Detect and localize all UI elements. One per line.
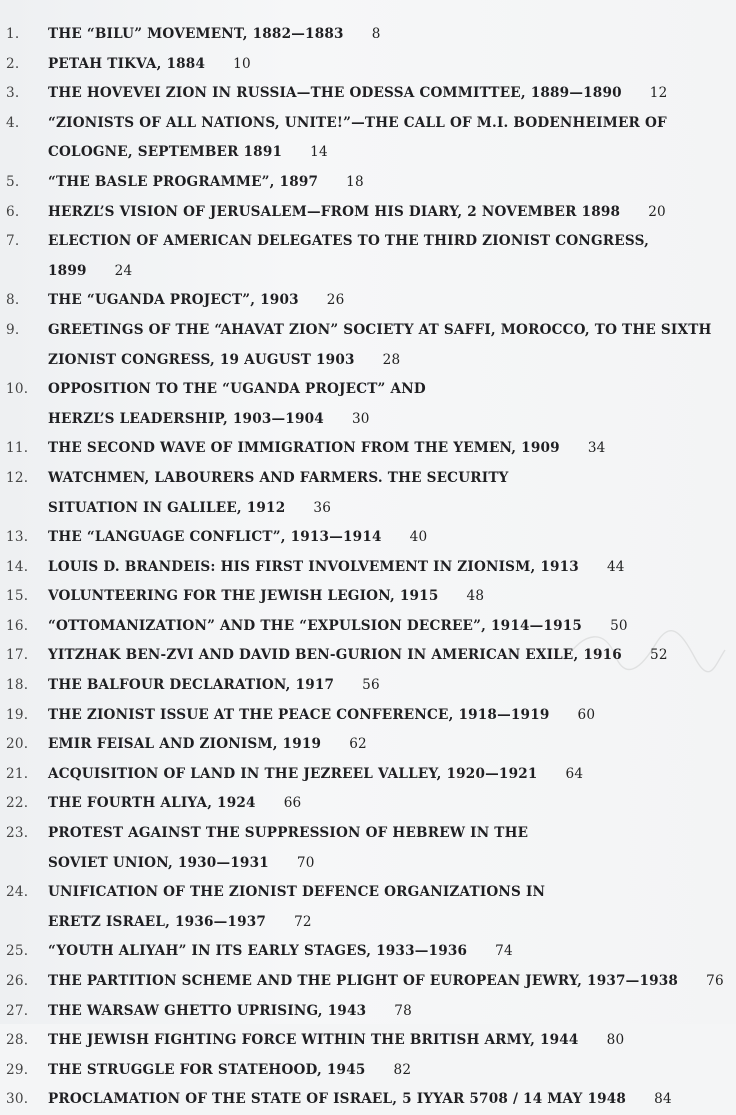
- entry-page-number: 56: [362, 677, 380, 694]
- entry-number: 24.: [6, 884, 29, 901]
- toc-entry: [0, 641, 736, 671]
- toc-entry: [0, 198, 736, 228]
- entry-page-number: 66: [283, 795, 302, 812]
- entry-title: HERZL’S VISION OF JERUSALEM—FROM HIS DIARY, 2 NOVEMBER 1898: [48, 203, 621, 220]
- entry-number: 8.: [6, 292, 20, 309]
- entry-title: “OTTOMANIZATION” AND THE “EXPULSION DECREE”, 1914—1915: [48, 617, 583, 634]
- entry-title-line: [48, 612, 716, 642]
- entry-title: EMIR FEISAL AND ZIONISM, 1919: [48, 736, 322, 753]
- entry-title-line: [48, 730, 716, 760]
- toc-entry: [0, 227, 736, 286]
- entry-number: 14.: [6, 558, 29, 575]
- entry-title: OPPOSITION TO THE “UGANDA PROJECT” AND HERZL’S LEADERSHIP, 1903—1904: [48, 381, 426, 427]
- entry-number: 25.: [6, 943, 29, 960]
- entry-number: 26.: [6, 973, 29, 989]
- entry-title: WATCHMEN, LABOURERS AND FARMERS. THE SECURITY SITUATION IN GALILEE, 1912: [48, 469, 509, 516]
- entry-number: 23.: [6, 825, 29, 842]
- entry-title: ACQUISITION OF LAND IN THE JEZREEL VALLEY, 1920—1921: [48, 765, 538, 782]
- entry-number: 28.: [6, 1032, 29, 1049]
- entry-number: 30.: [6, 1091, 29, 1108]
- entry-number: 12.: [6, 469, 29, 486]
- toc-entry: [0, 612, 736, 642]
- entry-title-line: [48, 1056, 716, 1086]
- entry-title-line: [48, 878, 546, 937]
- entry-page-number: 78: [394, 1002, 412, 1019]
- entry-page-number: 36: [313, 499, 332, 516]
- entry-page-number: 74: [495, 943, 513, 960]
- entry-title-line: [48, 50, 716, 80]
- toc-entry: [0, 20, 736, 50]
- toc-entry: [0, 375, 736, 434]
- table-of-contents: [0, 20, 736, 1115]
- entry-title-line: [48, 375, 486, 434]
- entry-page-number: 12: [649, 85, 668, 102]
- entry-title: THE “BILU” MOVEMENT, 1882—1883: [48, 26, 344, 42]
- entry-title: THE FOURTH ALIYA, 1924: [48, 795, 256, 812]
- entry-number: 11.: [6, 440, 29, 457]
- entry-title-line: [48, 286, 716, 316]
- entry-title-line: [48, 967, 732, 997]
- entry-page-number: 24: [114, 262, 133, 279]
- entry-title: YITZHAK BEN-ZVI AND DAVID BEN-GURION IN AMERICAN EXILE, 1916: [48, 647, 622, 664]
- entry-page-number: 80: [606, 1032, 625, 1049]
- toc-entry: [0, 878, 736, 937]
- toc-entry: [0, 582, 736, 612]
- entry-title: “ZIONISTS OF ALL NATIONS, UNITE!”—THE CALL OF M.I. BODENHEIMER OF COLOGNE, SEPTEMBER 1891: [48, 114, 667, 161]
- entry-number: 1.: [6, 26, 20, 42]
- toc-entry: [0, 553, 736, 583]
- toc-entry: [0, 1085, 736, 1115]
- entry-number: 19.: [6, 706, 29, 723]
- toc-entry: [0, 701, 736, 731]
- entry-page-number: 84: [654, 1091, 672, 1108]
- entry-title: THE JEWISH FIGHTING FORCE WITHIN THE BRITISH ARMY, 1944: [48, 1032, 579, 1049]
- entry-title: “THE BASLE PROGRAMME”, 1897: [48, 173, 319, 190]
- entry-page-number: 62: [349, 736, 367, 753]
- toc-entry: [0, 789, 736, 819]
- entry-page-number: 50: [610, 617, 628, 634]
- entry-number: 17.: [6, 647, 29, 664]
- entry-title: PETAH TIKVA, 1884: [48, 55, 206, 72]
- entry-title-line: [48, 997, 716, 1027]
- entry-page-number: 48: [466, 588, 485, 605]
- toc-entry: [0, 464, 736, 523]
- toc-entry: [0, 760, 736, 790]
- entry-title: PROTEST AGAINST THE SUPPRESSION OF HEBREW IN THE SOVIET UNION, 1930—1931: [48, 825, 529, 871]
- entry-number: 15.: [6, 588, 29, 605]
- entry-number: 20.: [6, 736, 29, 753]
- entry-number: 2.: [6, 55, 20, 72]
- entry-title: GREETINGS OF THE “AHAVAT ZION” SOCIETY AT SAFFI, MOROCCO, TO THE SIXTH ZIONIST CONGRESS, 19 AUGUST 1903: [48, 321, 712, 368]
- entry-page-number: 44: [606, 558, 625, 575]
- entry-number: 18.: [6, 677, 29, 694]
- entry-number: 3.: [6, 85, 20, 102]
- toc-entry: [0, 997, 736, 1027]
- entry-number: 10.: [6, 381, 29, 398]
- entry-title-line: [48, 1026, 716, 1056]
- entry-number: 6.: [6, 203, 20, 220]
- entry-title-line: [48, 701, 716, 731]
- toc-entry: [0, 730, 736, 760]
- toc-entry: [0, 109, 736, 168]
- entry-title: THE WARSAW GHETTO UPRISING, 1943: [48, 1002, 367, 1019]
- entry-page-number: 28: [382, 351, 401, 368]
- entry-number: 5.: [6, 173, 20, 190]
- entry-number: 7.: [6, 233, 20, 250]
- toc-entry: [0, 523, 736, 553]
- entry-title: PROCLAMATION OF THE STATE OF ISRAEL, 5 IYYAR 5708 / 14 MAY 1948: [48, 1091, 627, 1108]
- entry-title-line: [48, 434, 716, 464]
- entry-page-number: 10: [233, 55, 251, 72]
- entry-title: LOUIS D. BRANDEIS: HIS FIRST INVOLVEMENT IN ZIONISM, 1913: [48, 558, 579, 575]
- toc-entry: [0, 1056, 736, 1086]
- toc-entry: [0, 79, 736, 109]
- entry-page-number: 26: [326, 292, 345, 309]
- entry-number: 22.: [6, 795, 29, 812]
- entry-number: 4.: [6, 114, 20, 131]
- entry-title-line: [48, 523, 716, 553]
- entry-title-line: [48, 819, 531, 878]
- entry-title: THE BALFOUR DECLARATION, 1917: [48, 677, 335, 694]
- entry-title-line: [48, 168, 716, 198]
- entry-page-number: 70: [296, 854, 315, 871]
- entry-title-line: [48, 198, 716, 228]
- entry-title-line: [48, 582, 716, 612]
- entry-page-number: 30: [351, 410, 370, 427]
- entry-page-number: 82: [393, 1061, 412, 1078]
- entry-page-number: 60: [577, 706, 596, 723]
- entry-title: THE “LANGUAGE CONFLICT”, 1913—1914: [48, 529, 382, 546]
- entry-page-number: 40: [409, 529, 428, 546]
- toc-entry: [0, 1026, 736, 1056]
- entry-title-line: [48, 789, 716, 819]
- entry-page-number: 64: [565, 765, 584, 782]
- entry-number: 16.: [6, 617, 29, 634]
- entry-number: 9.: [6, 321, 20, 338]
- entry-title-line: [48, 760, 716, 790]
- entry-title: THE STRUGGLE FOR STATEHOOD, 1945: [48, 1061, 366, 1078]
- entry-page-number: 20: [648, 203, 666, 220]
- entry-number: 21.: [6, 765, 29, 782]
- entry-number: 27.: [6, 1002, 29, 1019]
- entry-number: 29.: [6, 1061, 29, 1078]
- entry-page-number: 18: [346, 173, 364, 190]
- entry-page-number: 8: [371, 26, 381, 42]
- entry-page-number: 72: [294, 913, 312, 930]
- entry-page-number: 76: [706, 973, 724, 989]
- toc-entry: [0, 50, 736, 80]
- entry-title-line: [48, 641, 716, 671]
- entry-title: ELECTION OF AMERICAN DELEGATES TO THE THIRD ZIONIST CONGRESS, 1899: [48, 233, 650, 279]
- entry-title-line: [48, 20, 716, 50]
- toc-entry: [0, 967, 736, 997]
- entry-page-number: 14: [310, 144, 328, 161]
- toc-entry: [0, 671, 736, 701]
- entry-title: THE HOVEVEI ZION IN RUSSIA—THE ODESSA COMMITTEE, 1889—1890: [48, 85, 622, 102]
- entry-title-line: [48, 79, 716, 109]
- entry-page-number: 52: [649, 647, 668, 664]
- entry-title-line: [48, 1085, 716, 1115]
- entry-title: THE “UGANDA PROJECT”, 1903: [48, 292, 299, 309]
- entry-title-line: [48, 937, 716, 967]
- entry-title-line: [48, 464, 596, 523]
- entry-title: UNIFICATION OF THE ZIONIST DEFENCE ORGANIZATIONS IN ERETZ ISRAEL, 1936—1937: [48, 884, 546, 930]
- entry-title: “YOUTH ALIYAH” IN ITS EARLY STAGES, 1933—1936: [48, 943, 468, 960]
- entry-title-line: [48, 109, 716, 168]
- entry-title-line: [48, 553, 716, 583]
- toc-entry: [0, 168, 736, 198]
- entry-title-line: [48, 316, 716, 375]
- toc-entry: [0, 316, 736, 375]
- entry-title: THE PARTITION SCHEME AND THE PLIGHT OF EUROPEAN JEWRY, 1937—1938: [48, 973, 679, 989]
- entry-title: THE ZIONIST ISSUE AT THE PEACE CONFERENCE, 1918—1919: [48, 706, 550, 723]
- entry-number: 13.: [6, 529, 29, 546]
- entry-page-number: 34: [587, 440, 606, 457]
- toc-entry: [0, 937, 736, 967]
- entry-title-line: [48, 671, 716, 701]
- entry-title-line: [48, 227, 716, 286]
- toc-entry: [0, 434, 736, 464]
- entry-title: THE SECOND WAVE OF IMMIGRATION FROM THE YEMEN, 1909: [48, 440, 560, 457]
- entry-title: VOLUNTEERING FOR THE JEWISH LEGION, 1915: [48, 588, 439, 605]
- toc-entry: [0, 286, 736, 316]
- toc-entry: [0, 819, 736, 878]
